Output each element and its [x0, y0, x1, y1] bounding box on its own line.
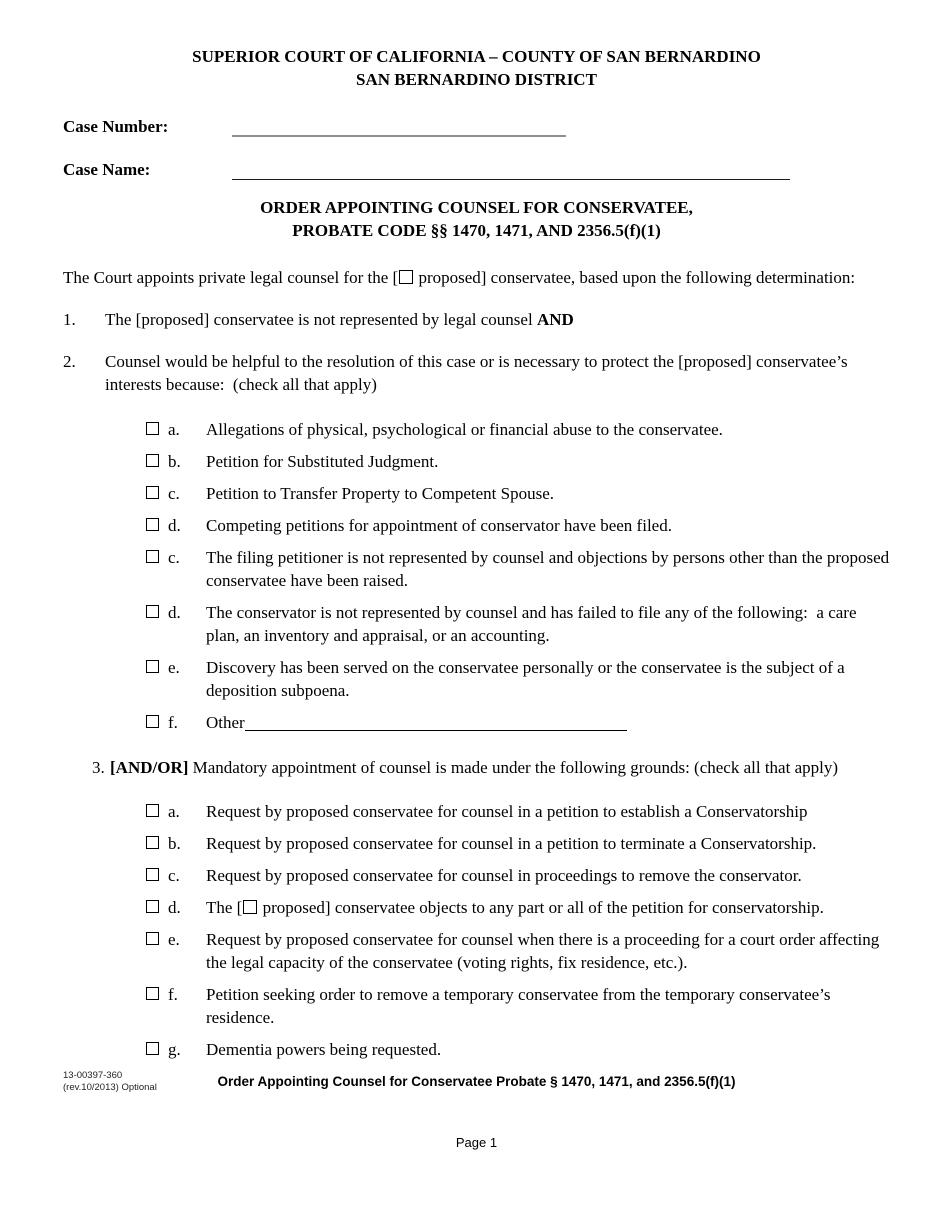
form-title-line1: ORDER APPOINTING COUNSEL FOR CONSERVATEE, [260, 198, 693, 217]
item-text: Discovery has been served on the conservatee personally or the conservatee is the subject of a deposition subpoena. [206, 658, 849, 700]
item-text: Dementia powers being requested. [206, 1040, 442, 1059]
item-text [206, 896, 890, 919]
item-3-text [110, 756, 890, 779]
item-letter: c. [168, 548, 180, 567]
and-or-emphasis: [AND/OR] [110, 758, 189, 777]
item-2-number: 2. [63, 352, 76, 371]
item-text: Request by proposed conservatee for counsel when there is a proceeding for a court order affecting the legal capacity of the conservatee (voting rights, fix residence, etc.). [206, 930, 884, 972]
case-name-row [63, 158, 890, 181]
item-2 [63, 350, 890, 396]
item-letter: f. [168, 985, 178, 1004]
item-letter: e. [168, 658, 180, 677]
checklist-3-item-d [63, 896, 890, 919]
item-text: Request by proposed conservatee for counsel in a petition to terminate a Conservatorship. [206, 834, 817, 853]
case-number-fill-line[interactable] [232, 115, 566, 137]
item-letter: c. [168, 866, 180, 885]
footer-revision: (rev.10/2013) Optional [63, 1082, 157, 1093]
checkbox-2-b[interactable] [146, 454, 159, 467]
footer-form-info [63, 1070, 157, 1094]
item-1 [63, 308, 890, 331]
checklist-2-item-c2 [63, 546, 894, 592]
item-1-text [105, 308, 890, 331]
footer-title: Order Appointing Counsel for Conservatee Probate § 1470, 1471, and 2356.5(f)(1) [217, 1074, 736, 1089]
item-1-number: 1. [63, 310, 76, 329]
checkbox-3-c[interactable] [146, 868, 159, 881]
checklist-2-item-b [63, 450, 890, 473]
item-letter: d. [168, 516, 181, 535]
checkbox-2-f[interactable] [146, 715, 159, 728]
checklist-2-item-f [63, 711, 890, 734]
item-letter: f. [168, 713, 178, 732]
checklist-2-item-d [63, 514, 890, 537]
section-3-checklist [63, 800, 890, 1061]
other-label: Other [206, 713, 245, 732]
checkbox-2-c2[interactable] [146, 550, 159, 563]
form-title-line2: PROBATE CODE §§ 1470, 1471, AND 2356.5(f)(1) [292, 221, 661, 240]
item-2-text: Counsel would be helpful to the resolution of this case or is necessary to protect the [proposed] conservatee’s interests because: (check all that apply) [105, 352, 852, 394]
item-text: Competing petitions for appointment of conservator have been filed. [206, 516, 672, 535]
item-text-after: proposed] conservatee objects to any part or all of the petition for conservatorship. [258, 898, 824, 917]
checklist-3-item-c [63, 864, 890, 887]
court-header [63, 0, 890, 91]
item-letter: d. [168, 603, 181, 622]
and-emphasis: AND [536, 310, 574, 329]
item-letter: e. [168, 930, 180, 949]
checkbox-3-b[interactable] [146, 836, 159, 849]
item-letter: b. [168, 834, 181, 853]
case-name-label: Case Name: [63, 160, 151, 179]
intro-paragraph [63, 266, 890, 289]
item-3-number: 3. [92, 758, 105, 777]
checklist-3-item-e [63, 928, 890, 974]
intro-text-before: The Court appoints private legal counsel for the [ [63, 268, 399, 287]
item-text [206, 711, 890, 734]
checklist-2-item-a [63, 418, 890, 441]
item-letter: c. [168, 484, 180, 503]
checklist-3-item-b [63, 832, 890, 855]
intro-text-after: proposed] conservatee, based upon the following determination: [414, 268, 856, 287]
checkbox-3-g[interactable] [146, 1042, 159, 1055]
section-2-checklist [63, 418, 894, 734]
checkbox-2-d2[interactable] [146, 605, 159, 618]
page-number: Page 1 [455, 1135, 498, 1150]
page-footer [63, 1070, 890, 1116]
checkbox-2-e[interactable] [146, 660, 159, 673]
form-title [63, 196, 890, 242]
checkbox-2-c[interactable] [146, 486, 159, 499]
empty-checkbox-icon[interactable] [399, 270, 413, 284]
case-name-fill-line[interactable] [232, 158, 790, 180]
checklist-3-item-a [63, 800, 890, 823]
item-text-before: The [ [206, 898, 243, 917]
footer-form-number: 13-00397-360 [63, 1070, 123, 1081]
item-letter: g. [168, 1040, 181, 1059]
item-letter: d. [168, 898, 181, 917]
checkbox-3-f[interactable] [146, 987, 159, 1000]
checklist-3-item-f [63, 983, 890, 1029]
checklist-2-item-e [63, 656, 890, 702]
item-text: Petition for Substituted Judgment. [206, 452, 439, 471]
item-text: Request by proposed conservatee for counsel in proceedings to remove the conservator. [206, 866, 802, 885]
item-text: Petition seeking order to remove a temporary conservatee from the temporary conservatee’s residence. [206, 985, 835, 1027]
other-fill-line[interactable] [245, 717, 627, 731]
checklist-2-item-d2 [63, 601, 890, 647]
item-letter: a. [168, 420, 180, 439]
item-1-text-body: The [proposed] conservatee is not represented by legal counsel [105, 310, 537, 329]
item-letter: a. [168, 802, 180, 821]
item-text: Request by proposed conservatee for counsel in a petition to establish a Conservatorship [206, 802, 808, 821]
item-letter: b. [168, 452, 181, 471]
checkbox-3-e[interactable] [146, 932, 159, 945]
item-text: Petition to Transfer Property to Competent Spouse. [206, 484, 555, 503]
checkbox-3-d[interactable] [146, 900, 159, 913]
checkbox-3-a[interactable] [146, 804, 159, 817]
checklist-2-item-c [63, 482, 890, 505]
checkbox-2-d[interactable] [146, 518, 159, 531]
case-number-row [63, 115, 890, 138]
court-name: SUPERIOR COURT OF CALIFORNIA – COUNTY OF SAN BERNARDINO [192, 47, 761, 66]
checklist-3-item-g [63, 1038, 890, 1061]
item-3-text-body: Mandatory appointment of counsel is made under the following grounds: (check all that apply) [188, 758, 839, 777]
item-text: Allegations of physical, psychological or financial abuse to the conservatee. [206, 420, 723, 439]
item-3 [92, 756, 890, 779]
empty-checkbox-icon[interactable] [243, 900, 257, 914]
item-text: The filing petitioner is not represented by counsel and objections by persons other than the proposed conservatee have been raised. [206, 548, 894, 590]
district-name: SAN BERNARDINO DISTRICT [356, 70, 597, 89]
item-text: The conservator is not represented by counsel and has failed to file any of the following: a care plan, an inventory and appraisal, or an accounting. [206, 603, 861, 645]
case-number-label: Case Number: [63, 117, 169, 136]
checkbox-2-a[interactable] [146, 422, 159, 435]
